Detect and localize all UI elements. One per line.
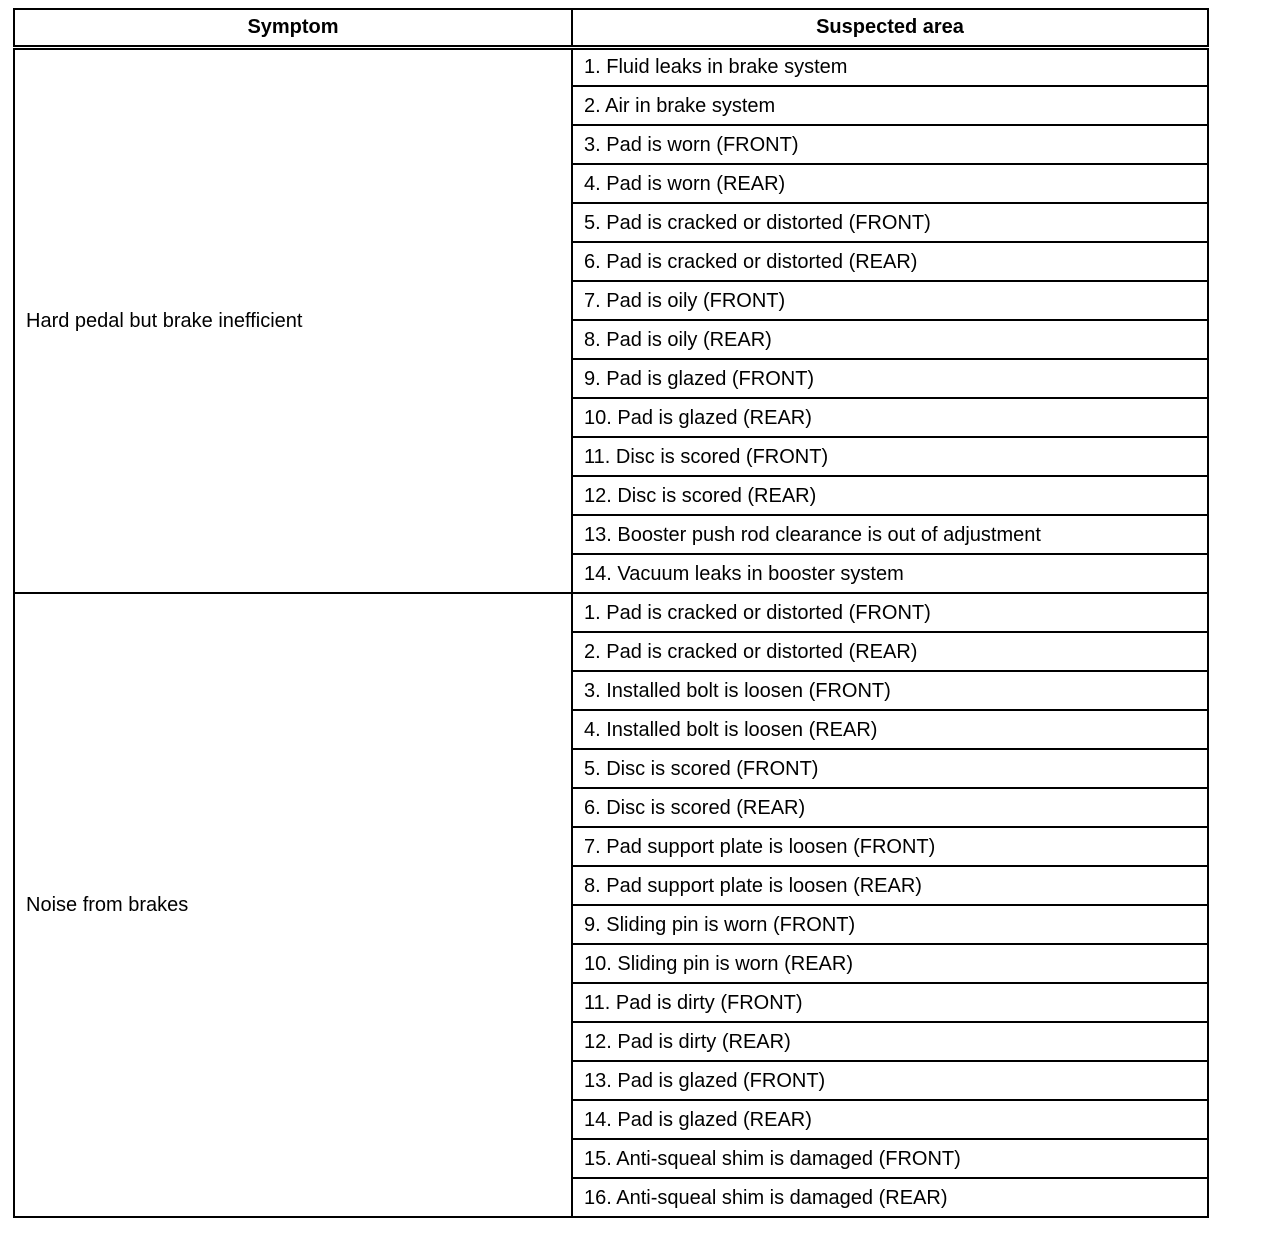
suspected-area-cell: 11. Pad is dirty (FRONT) xyxy=(572,983,1208,1022)
suspected-area-cell: 10. Pad is glazed (REAR) xyxy=(572,398,1208,437)
suspected-area-cell: 14. Vacuum leaks in booster system xyxy=(572,554,1208,593)
header-symptom: Symptom xyxy=(14,9,572,47)
table-row xyxy=(14,593,1208,632)
suspected-area-cell: 14. Pad is glazed (REAR) xyxy=(572,1100,1208,1139)
suspected-area-cell: 6. Disc is scored (REAR) xyxy=(572,788,1208,827)
suspected-area-cell: 1. Fluid leaks in brake system xyxy=(572,47,1208,86)
suspected-area-cell: 5. Disc is scored (FRONT) xyxy=(572,749,1208,788)
suspected-area-cell: 12. Pad is dirty (REAR) xyxy=(572,1022,1208,1061)
symptom-cell: Noise from brakes xyxy=(14,593,572,1217)
table-header xyxy=(14,9,1208,47)
table-row xyxy=(14,47,1208,86)
suspected-area-cell: 2. Air in brake system xyxy=(572,86,1208,125)
suspected-area-cell: 6. Pad is cracked or distorted (REAR) xyxy=(572,242,1208,281)
suspected-area-cell: 8. Pad is oily (REAR) xyxy=(572,320,1208,359)
table-body xyxy=(14,47,1208,1217)
suspected-area-cell: 12. Disc is scored (REAR) xyxy=(572,476,1208,515)
suspected-area-cell: 2. Pad is cracked or distorted (REAR) xyxy=(572,632,1208,671)
suspected-area-cell: 9. Pad is glazed (FRONT) xyxy=(572,359,1208,398)
suspected-area-cell: 8. Pad support plate is loosen (REAR) xyxy=(572,866,1208,905)
suspected-area-cell: 13. Booster push rod clearance is out of adjustment xyxy=(572,515,1208,554)
header-row xyxy=(14,9,1208,47)
suspected-area-cell: 1. Pad is cracked or distorted (FRONT) xyxy=(572,593,1208,632)
suspected-area-cell: 5. Pad is cracked or distorted (FRONT) xyxy=(572,203,1208,242)
suspected-area-cell: 7. Pad is oily (FRONT) xyxy=(572,281,1208,320)
header-suspected-area: Suspected area xyxy=(572,9,1208,47)
suspected-area-cell: 10. Sliding pin is worn (REAR) xyxy=(572,944,1208,983)
suspected-area-cell: 4. Installed bolt is loosen (REAR) xyxy=(572,710,1208,749)
suspected-area-cell: 15. Anti-squeal shim is damaged (FRONT) xyxy=(572,1139,1208,1178)
suspected-area-cell: 13. Pad is glazed (FRONT) xyxy=(572,1061,1208,1100)
suspected-area-cell: 4. Pad is worn (REAR) xyxy=(572,164,1208,203)
suspected-area-cell: 11. Disc is scored (FRONT) xyxy=(572,437,1208,476)
suspected-area-cell: 3. Installed bolt is loosen (FRONT) xyxy=(572,671,1208,710)
suspected-area-cell: 7. Pad support plate is loosen (FRONT) xyxy=(572,827,1208,866)
suspected-area-cell: 16. Anti-squeal shim is damaged (REAR) xyxy=(572,1178,1208,1217)
troubleshooting-table xyxy=(13,8,1209,1218)
symptom-cell: Hard pedal but brake inefficient xyxy=(14,47,572,593)
suspected-area-cell: 9. Sliding pin is worn (FRONT) xyxy=(572,905,1208,944)
suspected-area-cell: 3. Pad is worn (FRONT) xyxy=(572,125,1208,164)
